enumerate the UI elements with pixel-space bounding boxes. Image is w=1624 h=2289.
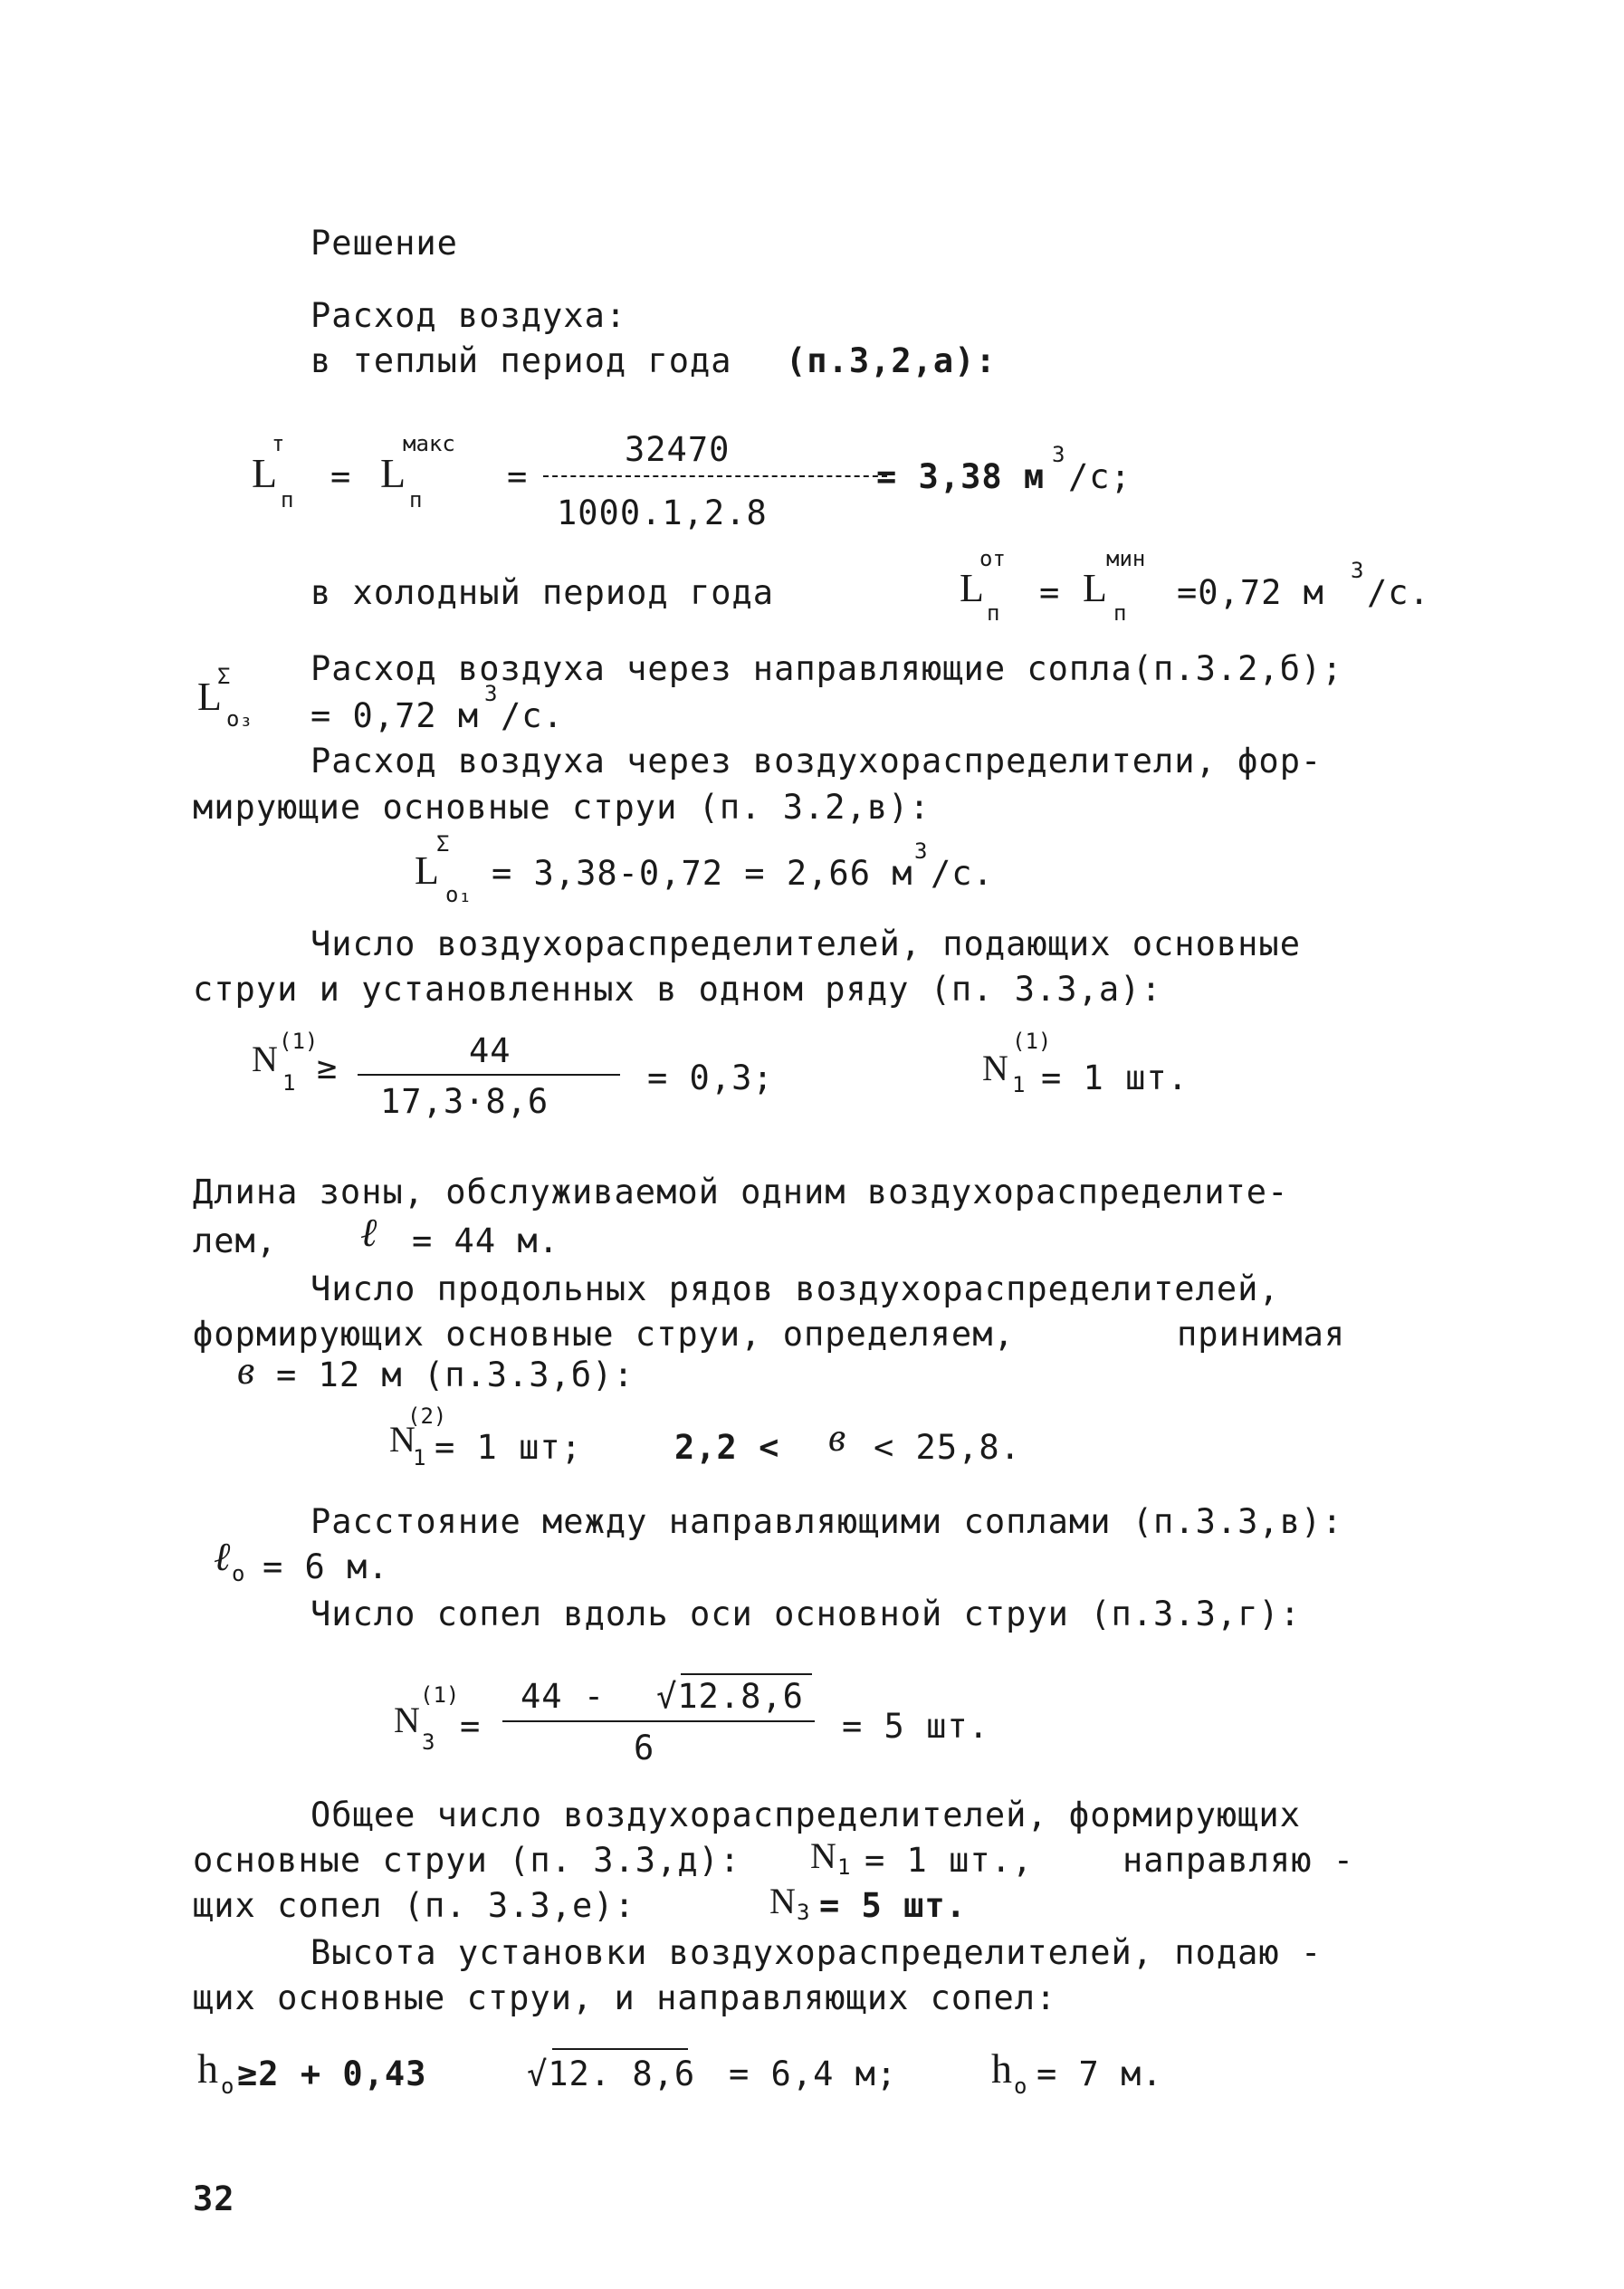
lhs-superscript: Σ	[217, 664, 231, 689]
h2-value: = 7 м.	[1036, 2054, 1163, 2093]
fraction-result: = 0,3;	[647, 1058, 774, 1097]
fraction-denominator: 6	[634, 1729, 655, 1767]
lhs-symbol: L	[197, 675, 223, 719]
mid-symbol: L	[380, 450, 407, 496]
zone-length-label: лем,	[193, 1221, 278, 1260]
spacing-subscript: о	[232, 1561, 245, 1586]
inequality-left: 2,2 <	[674, 1428, 780, 1467]
h-root: √12. 8,6	[527, 2054, 696, 2093]
width-symbol: в	[828, 1415, 847, 1460]
n1-symbol: N	[810, 1835, 837, 1876]
equals-sign: =	[507, 457, 529, 496]
n-symbol: N	[982, 1048, 1009, 1088]
h-expression: ≥2 + 0,43	[237, 2054, 427, 2093]
width-value: = 12 м (п.3.3,б):	[276, 1355, 635, 1394]
h-subscript: о	[221, 2074, 234, 2099]
row-count-line-2: струи и установленных в одном ряду (п. 3.3,а):	[193, 970, 1162, 1009]
inequality-sign: ≥	[317, 1048, 339, 1087]
spacing-symbol: ℓ	[214, 1535, 232, 1579]
zone-length-value: = 44 м.	[412, 1221, 559, 1260]
warm-period-intro: в теплый период года	[310, 341, 732, 380]
distributor-flow-value: = 3,38-0,72 = 2,66 м	[492, 854, 913, 893]
spacing-value: = 6 м.	[263, 1547, 389, 1586]
cold-mid-subscript: п	[1113, 600, 1127, 626]
lhs-superscript: Σ	[436, 831, 450, 857]
n3-subscript: 3	[797, 1900, 810, 1925]
h2-symbol: h	[991, 2045, 1013, 2092]
lhs-subscript: 3	[422, 1729, 435, 1755]
numerator-base: 44 -	[521, 1677, 606, 1716]
h-result: = 6,4 м;	[729, 2054, 898, 2093]
rows-line-2: формирующих основные струи, определяем,	[193, 1315, 1015, 1354]
lhs-symbol: L	[415, 848, 440, 893]
page-number: 32	[193, 2179, 235, 2218]
n-subscript: 1	[1012, 1072, 1026, 1097]
lhs-superscript: (1)	[279, 1029, 319, 1054]
fraction-result: = 5 шт.	[842, 1707, 989, 1746]
distributor-flow-line-1: Расход воздуха через воздухораспределители, фор-	[310, 742, 1323, 781]
nozzle-count-line: Число сопел вдоль оси основной струи (п.3.3,г):	[310, 1595, 1301, 1633]
radical-bar	[681, 1673, 812, 1675]
width-symbol: в	[237, 1348, 256, 1393]
result-value: = 3,38 м	[876, 457, 1046, 496]
value-superscript: 3	[484, 681, 498, 706]
n-symbol: N	[389, 1419, 416, 1460]
lhs-subscript: о₃	[226, 706, 253, 732]
lhs-subscript: о₁	[445, 882, 472, 907]
fraction-denominator: 1000.1,2.8	[557, 493, 768, 532]
fraction-denominator: 17,3·8,6	[380, 1082, 549, 1121]
spacing-line-1: Расстояние между направляющими соплами (п.3.3,в):	[310, 1502, 1343, 1541]
n3-value: = 5 шт.	[819, 1886, 967, 1925]
lhs-symbol: N	[394, 1700, 421, 1740]
rows-line-1: Число продольных рядов воздухораспределителей,	[310, 1269, 1280, 1308]
equals-sign: =	[330, 457, 352, 496]
n-superscript: (1)	[1012, 1029, 1052, 1054]
lhs-symbol: L	[252, 450, 279, 496]
lhs-symbol: N	[252, 1039, 279, 1079]
equals-sign: =	[1039, 573, 1061, 612]
cold-value-superscript: 3	[1351, 558, 1364, 583]
n-superscript: (2)	[407, 1403, 447, 1429]
n3-symbol: N	[769, 1881, 797, 1921]
cold-lhs-subscript: п	[987, 600, 1000, 626]
result-unit: /с;	[1068, 457, 1132, 496]
radical-bar	[552, 2048, 688, 2050]
cold-lhs-symbol: L	[960, 566, 985, 610]
lhs-subscript: п	[281, 487, 294, 512]
nozzle-flow-value: = 0,72 м	[310, 696, 480, 735]
fraction-bar	[358, 1074, 620, 1076]
cold-mid-superscript: мин	[1106, 546, 1146, 571]
rows-line-2-end: принимая	[1177, 1315, 1346, 1354]
equals-sign: =	[460, 1707, 482, 1746]
height-line-1: Высота установки воздухораспределителей, подаю -	[310, 1933, 1323, 1972]
n-subscript: 1	[413, 1445, 426, 1470]
value-superscript: 3	[914, 838, 928, 864]
cold-lhs-superscript: от	[979, 546, 1006, 571]
n-value: = 1 шт.	[1041, 1058, 1189, 1097]
n-value: = 1 шт;	[435, 1428, 582, 1467]
totals-line-3: щих сопел (п. 3.3,е):	[193, 1886, 635, 1925]
heading: Решение	[310, 224, 458, 263]
warm-period-ref: (п.3,2,а):	[786, 341, 997, 380]
cold-value-unit: /с.	[1367, 573, 1430, 612]
lhs-superscript: (1)	[420, 1682, 460, 1708]
zone-length-line-1: Длина зоны, обслуживаемой одним воздухораспределите-	[193, 1173, 1289, 1212]
height-line-2: щих основные струи, и направляющих сопел:	[193, 1978, 1057, 2017]
totals-line-2: основные струи (п. 3.3,д):	[193, 1841, 741, 1880]
distributor-flow-line-2: мирующие основные струи (п. 3.2,в):	[193, 788, 931, 827]
totals-line-1: Общее число воздухораспределителей, формирующих	[310, 1796, 1301, 1834]
fraction-bar	[502, 1720, 815, 1722]
row-count-line-1: Число воздухораспределителей, подающих основные	[310, 924, 1301, 963]
fraction-bar	[543, 475, 887, 477]
inequality-right: < 25,8.	[874, 1428, 1021, 1467]
nozzle-flow-line: Расход воздуха через направляющие сопла(п.3.2,б);	[310, 649, 1343, 688]
totals-line-2-end: направляю -	[1122, 1841, 1355, 1880]
cold-value: =0,72 м	[1177, 573, 1324, 612]
cold-mid-symbol: L	[1083, 566, 1108, 610]
value-unit: /с.	[501, 696, 564, 735]
n1-value: = 1 шт.,	[865, 1841, 1034, 1880]
fraction-numerator: 32470	[625, 430, 731, 469]
lhs-superscript: т	[272, 431, 285, 456]
h-symbol: h	[197, 2045, 219, 2092]
lhs-subscript: 1	[282, 1070, 296, 1096]
h2-subscript: о	[1014, 2074, 1027, 2099]
mid-subscript: п	[409, 487, 423, 512]
length-symbol: ℓ	[360, 1211, 378, 1255]
value-unit: /с.	[931, 854, 994, 893]
mid-superscript: макс	[403, 431, 455, 456]
numerator-root: √12.8,6	[656, 1677, 804, 1716]
cold-period-intro: в холодный период года	[310, 573, 775, 612]
fraction-numerator: 44	[469, 1031, 511, 1070]
result-superscript: 3	[1052, 442, 1065, 467]
airflow-title: Расход воздуха:	[310, 296, 627, 335]
n1-subscript: 1	[837, 1854, 851, 1880]
